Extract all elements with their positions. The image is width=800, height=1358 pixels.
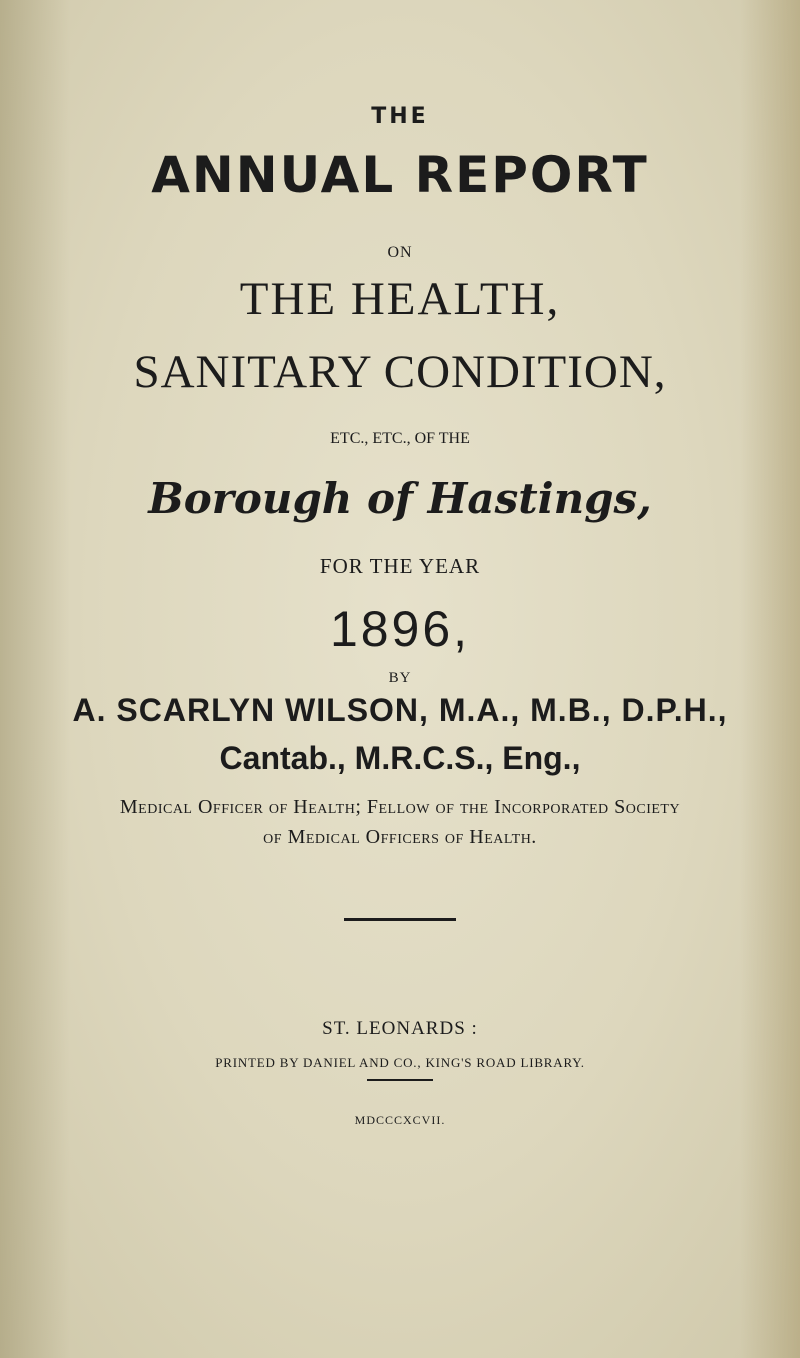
author-degrees: Cantab., M.R.C.S., Eng., bbox=[219, 740, 581, 776]
heading-for-the-year: FOR THE YEAR bbox=[319, 554, 481, 578]
heading-annual-report: ANNUAL REPORT bbox=[151, 146, 649, 204]
imprint-printer: PRINTED BY DANIEL AND CO., KING'S ROAD LIBRARY. bbox=[215, 1055, 585, 1070]
heading-on: ON bbox=[387, 244, 413, 261]
heading-the-health: THE HEALTH, bbox=[239, 273, 561, 325]
heading-by: BY bbox=[388, 670, 412, 686]
heading-sanitary-condition: SANITARY CONDITION, bbox=[133, 346, 667, 398]
divider-rule bbox=[344, 918, 456, 921]
heading-borough-of-hastings: Borough of Hastings, bbox=[148, 474, 652, 523]
imprint-place: ST. LEONARDS : bbox=[322, 1018, 478, 1039]
author-name: A. SCARLYN WILSON, M.A., M.B., D.P.H., bbox=[72, 692, 728, 728]
author-office-line-1: Medical Officer of Health; Fellow of the Incorporated Society bbox=[119, 796, 681, 818]
imprint-divider-rule bbox=[367, 1079, 433, 1081]
heading-etc-of-the: ETC., ETC., OF THE bbox=[330, 430, 470, 447]
report-year: 1896, bbox=[329, 601, 471, 657]
author-office-line-2: of Medical Officers of Health. bbox=[263, 826, 537, 848]
heading-the: THE bbox=[371, 104, 429, 129]
imprint-date: MDCCCXCVII. bbox=[354, 1113, 446, 1127]
